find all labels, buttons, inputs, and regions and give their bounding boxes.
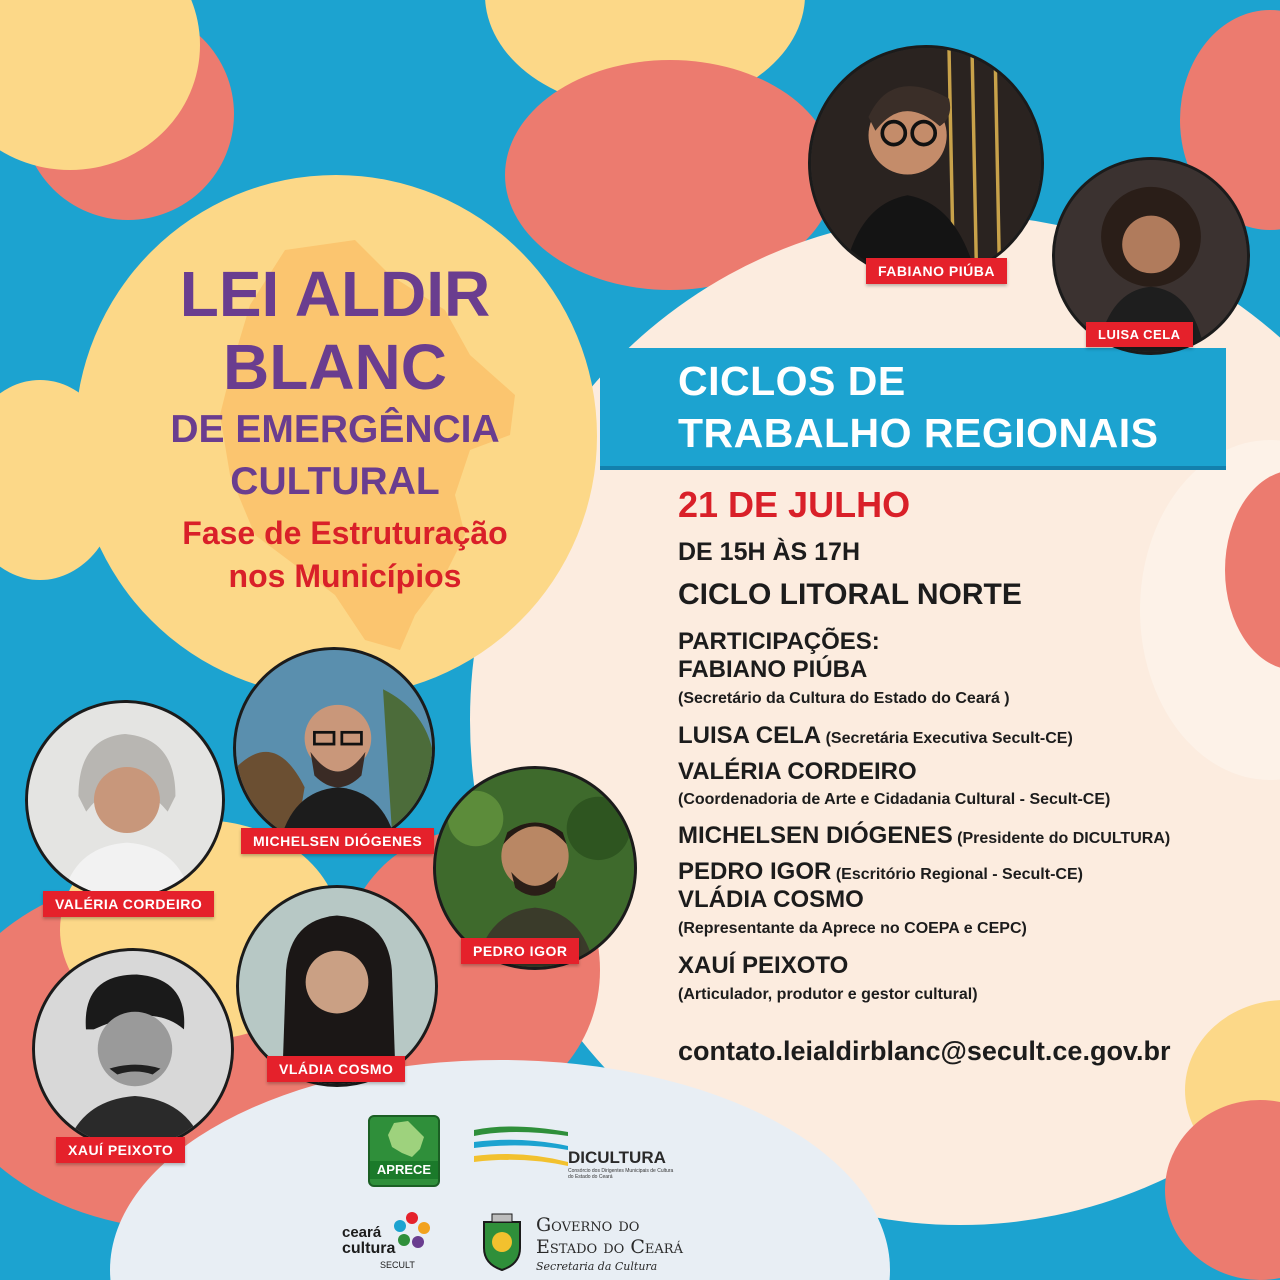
portrait-icon [28,703,222,897]
participant-line [678,858,1083,886]
law-title-line3: DE EMERGÊNCIA [170,408,500,451]
participant-name: LUISA CELA [678,722,822,749]
event-title-line2: TRABALHO REGIONAIS [678,410,1159,456]
aprece-map-icon [370,1117,438,1161]
participant-name: FABIANO PIÚBA [678,656,868,683]
state-coat-of-arms-icon [478,1212,526,1272]
governo-ceara-logo [478,1210,718,1276]
participant-name: MICHELSEN DIÓGENES [678,822,953,849]
participant-name: PEDRO IGOR [678,858,832,885]
governo-text3: Secretaria da Cultura [536,1260,658,1273]
portrait-icon [811,48,1041,278]
tag-luisa-cela: LUISA CELA [1086,322,1193,347]
participant-role: (Coordenadoria de Arte e Cidadania Cultural - Secult-CE) [678,791,1111,808]
law-subtitle-line1: Fase de Estruturação [182,515,508,551]
tag-vladia-cosmo: VLÁDIA COSMO [267,1056,405,1082]
event-title-box [600,348,1226,470]
participant-name: VLÁDIA COSMO [678,886,864,913]
ceara-cultura-logo [340,1210,440,1276]
dicultura-label: DICULTURA [568,1148,666,1167]
portrait-icon [236,650,432,846]
tag-xaui-peixoto: XAUÍ PEIXOTO [56,1137,185,1163]
contact-email[interactable]: contato.leialdirblanc@secult.ce.gov.br [678,1036,1171,1066]
ceara-cultura-text2: cultura [342,1240,396,1257]
tag-valeria-cordeiro: VALÉRIA CORDEIRO [43,891,214,917]
tag-fabiano-piuba: FABIANO PIÚBA [866,258,1007,284]
law-subtitle-line2: nos Municípios [228,558,462,594]
photo-valeria-cordeiro [25,700,225,900]
law-title-line2: BLANC [223,331,447,403]
ceara-cultura-flower-icon [392,1210,432,1250]
participant-role: (Representante da Aprece no COEPA e CEPC) [678,920,1027,937]
participant-role: (Secretária Executiva Secult-CE) [825,730,1073,747]
event-time: DE 15H ÀS 17H [678,538,861,566]
law-title-line4: CULTURAL [230,460,440,503]
participant-name: XAUÍ PEIXOTO [678,952,849,979]
photo-michelsen-diogenes [233,647,435,849]
governo-text2: Estado do Ceará [536,1236,683,1258]
participant-role: (Presidente do DICULTURA) [957,830,1171,847]
participant-line [678,722,1073,750]
aprece-logo [368,1115,440,1187]
photo-xaui-peixoto [32,948,234,1150]
portrait-icon [239,888,435,1084]
participant-role: (Secretário da Cultura do Estado do Ceará ) [678,690,1010,707]
participant-role: (Escritório Regional - Secult-CE) [835,866,1083,883]
ceara-cultura-text3: SECULT [380,1260,415,1270]
tag-pedro-igor: PEDRO IGOR [461,938,579,964]
dicultura-logo [472,1122,692,1184]
ceara-cultura-text1: ceará [342,1224,382,1241]
participant-name: VALÉRIA CORDEIRO [678,758,917,785]
photo-fabiano-piuba [808,45,1044,281]
dicultura-subtitle: Consórcio dos Dirigentes Municipais de Cultura do Estado do Ceará [568,1168,674,1180]
event-title-line1: CICLOS DE [678,358,906,404]
dicultura-waves-icon [472,1122,572,1170]
portrait-icon [35,951,231,1147]
governo-text1: Governo do [536,1214,640,1236]
event-date: 21 DE JULHO [678,484,911,525]
participant-role: (Articulador, produtor e gestor cultural) [678,986,978,1003]
event-cycle: CICLO LITORAL NORTE [678,578,1022,611]
law-title-line1: LEI ALDIR [179,258,491,330]
tag-michelsen-diogenes: MICHELSEN DIÓGENES [241,828,434,854]
participations-label: PARTICIPAÇÕES: [678,628,880,655]
participant-line [678,822,1170,850]
aprece-label: APRECE [370,1161,438,1179]
